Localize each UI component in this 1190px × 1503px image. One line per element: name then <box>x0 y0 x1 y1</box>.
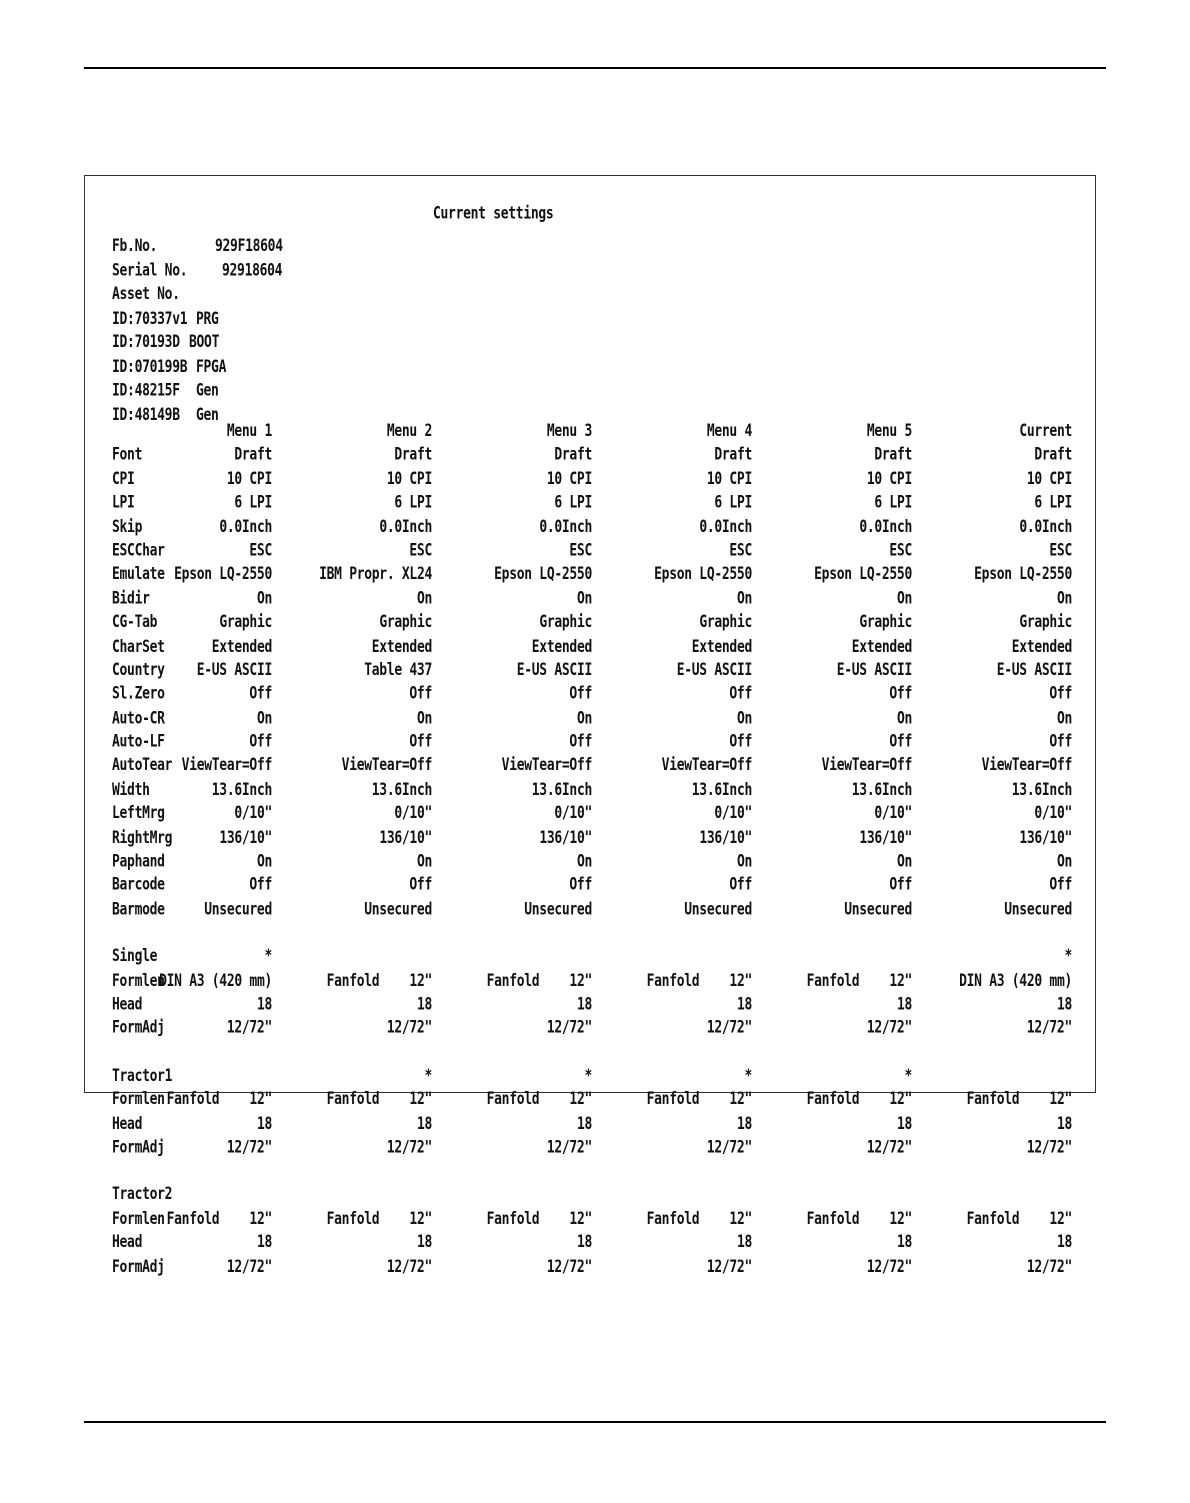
setting-value: 10 CPI <box>386 469 432 490</box>
setting-value: Epson LQ-2550 <box>494 565 592 585</box>
footer-rule <box>84 1421 1106 1423</box>
setting-value: E-US ASCII <box>996 660 1072 681</box>
setting-value: 0.0Inch <box>859 517 912 537</box>
setting-value: 136/10" <box>859 828 912 848</box>
setting-value: Graphic <box>219 612 272 633</box>
setting-value: Fanfold 12" <box>166 1209 272 1229</box>
setting-value: Extended <box>371 636 432 657</box>
setting-value: * <box>584 1066 592 1086</box>
setting-value: Draft <box>394 445 432 466</box>
setting-value: ESC <box>729 541 752 561</box>
setting-value: 12/72" <box>546 1018 592 1039</box>
setting-value: 12/72" <box>866 1018 912 1039</box>
setting-value: * <box>424 1066 432 1086</box>
setting-label: Auto-CR <box>112 708 165 729</box>
setting-value: On <box>1056 852 1072 872</box>
setting-value: Fanfold 12" <box>806 1090 912 1110</box>
setting-value: 18 <box>896 994 912 1015</box>
setting-value: Off <box>249 684 272 705</box>
setting-value: Unsecured <box>684 899 752 920</box>
setting-value: 10 CPI <box>1026 469 1072 490</box>
setting-value: E-US ASCII <box>196 660 272 681</box>
setting-value: On <box>416 708 432 729</box>
setting-value: Fanfold 12" <box>326 1090 432 1110</box>
setting-value: Graphic <box>539 612 592 633</box>
setting-value: 0/10" <box>554 804 592 824</box>
setting-label: Head <box>112 1114 143 1134</box>
setting-value: 6 LPI <box>874 493 912 513</box>
setting-value: 18 <box>256 994 272 1015</box>
setting-value: 0.0Inch <box>219 517 272 537</box>
setting-value: Off <box>889 875 912 896</box>
setting-value: 18 <box>256 1233 272 1253</box>
setting-value: 136/10" <box>699 828 752 848</box>
setting-value: Fanfold 12" <box>966 1209 1072 1229</box>
info-label: ID:070199B <box>112 356 188 377</box>
setting-value: Extended <box>691 636 752 657</box>
setting-value: 13.6Inch <box>531 780 592 800</box>
setting-value: Draft <box>714 445 752 466</box>
setting-value: * <box>904 1066 912 1086</box>
setting-value: 12/72" <box>1026 1018 1072 1039</box>
setting-value: 18 <box>576 1114 592 1134</box>
setting-value: On <box>896 589 912 609</box>
setting-label: Paphand <box>112 852 165 872</box>
info-label: Serial No. <box>112 260 188 281</box>
setting-value: Off <box>569 732 592 753</box>
setting-value: Draft <box>874 445 912 466</box>
setting-value: On <box>896 708 912 729</box>
setting-value: ViewTear=Off <box>661 756 752 776</box>
setting-value: Off <box>729 684 752 705</box>
setting-value: 18 <box>416 994 432 1015</box>
setting-value: 18 <box>1056 994 1072 1015</box>
setting-value: Fanfold 12" <box>166 1090 272 1110</box>
setting-value: Off <box>889 732 912 753</box>
setting-value: On <box>576 852 592 872</box>
settings-printout <box>84 175 1096 1277</box>
setting-value: 10 CPI <box>546 469 592 490</box>
setting-value: Draft <box>554 445 592 466</box>
setting-value: 12/72" <box>706 1137 752 1158</box>
setting-value: Unsecured <box>1004 899 1072 920</box>
setting-value: ViewTear=Off <box>981 756 1072 776</box>
setting-value: 12/72" <box>386 1137 432 1158</box>
setting-value: * <box>1064 947 1072 967</box>
setting-value: * <box>264 947 272 967</box>
setting-value: Unsecured <box>844 899 912 920</box>
setting-label: Auto-LF <box>112 732 165 753</box>
setting-value: Table 437 <box>364 660 432 681</box>
setting-label: CPI <box>112 469 135 490</box>
setting-label: Font <box>112 445 143 466</box>
setting-value: Fanfold 12" <box>326 971 432 991</box>
setting-value: 0.0Inch <box>539 517 592 537</box>
setting-label: Width <box>112 780 150 800</box>
setting-label: Formlen <box>112 1209 165 1229</box>
setting-value: Fanfold 12" <box>486 1090 592 1110</box>
setting-value: 13.6Inch <box>211 780 272 800</box>
setting-value: Extended <box>211 636 272 657</box>
setting-value: 0/10" <box>874 804 912 824</box>
setting-label: Bidir <box>112 589 150 609</box>
setting-value: 18 <box>576 994 592 1015</box>
setting-value: 10 CPI <box>866 469 912 490</box>
setting-value: Epson LQ-2550 <box>654 565 752 585</box>
setting-value: ESC <box>409 541 432 561</box>
setting-value: 6 LPI <box>714 493 752 513</box>
setting-value: 6 LPI <box>394 493 432 513</box>
setting-value: Fanfold 12" <box>646 1209 752 1229</box>
setting-value: 12/72" <box>866 1256 912 1277</box>
setting-value: On <box>576 589 592 609</box>
info-value: PRG <box>196 308 219 329</box>
setting-value: E-US ASCII <box>836 660 912 681</box>
setting-value: On <box>1056 589 1072 609</box>
setting-value: 12/72" <box>226 1256 272 1277</box>
setting-value: Off <box>569 875 592 896</box>
setting-value: 18 <box>736 994 752 1015</box>
setting-value: 6 LPI <box>1034 493 1072 513</box>
info-value: FPGA <box>196 356 227 377</box>
setting-value: 18 <box>896 1114 912 1134</box>
info-label: ID:70337v1 <box>112 308 188 329</box>
setting-value: 0/10" <box>714 804 752 824</box>
setting-value: 12/72" <box>226 1137 272 1158</box>
setting-value: ESC <box>569 541 592 561</box>
setting-value: 12/72" <box>546 1137 592 1158</box>
info-label: ID:48215F <box>112 381 180 401</box>
setting-value: 12/72" <box>706 1018 752 1039</box>
setting-value: 10 CPI <box>706 469 752 490</box>
setting-value: 136/10" <box>539 828 592 848</box>
setting-value: Current <box>1019 421 1072 442</box>
printout-title: Current settings <box>433 204 554 224</box>
setting-label: Head <box>112 994 143 1015</box>
setting-value: 12/72" <box>546 1256 592 1277</box>
setting-value: On <box>416 589 432 609</box>
setting-label: FormAdj <box>112 1256 165 1277</box>
setting-value: Menu 5 <box>866 421 912 442</box>
setting-value: On <box>256 852 272 872</box>
info-value: 92918604 <box>222 260 283 281</box>
setting-value: 0.0Inch <box>1019 517 1072 537</box>
setting-value: Graphic <box>1019 612 1072 633</box>
setting-value: 6 LPI <box>234 493 272 513</box>
setting-value: Off <box>1049 684 1072 705</box>
setting-value: Extended <box>851 636 912 657</box>
setting-value: 0/10" <box>234 804 272 824</box>
setting-value: 6 LPI <box>554 493 592 513</box>
setting-value: Menu 3 <box>546 421 592 442</box>
setting-value: DIN A3 (420 mm) <box>159 971 272 991</box>
setting-value: Epson LQ-2550 <box>174 565 272 585</box>
setting-value: 12/72" <box>226 1018 272 1039</box>
setting-value: Menu 2 <box>386 421 432 442</box>
setting-value: Draft <box>1034 445 1072 466</box>
setting-label: Tractor1 <box>112 1066 173 1086</box>
setting-value: 13.6Inch <box>691 780 752 800</box>
setting-label: Barcode <box>112 875 165 896</box>
header-rule <box>84 67 1106 69</box>
setting-label: Sl.Zero <box>112 684 165 705</box>
setting-value: On <box>256 589 272 609</box>
setting-value: Extended <box>531 636 592 657</box>
setting-value: IBM Propr. XL24 <box>319 565 432 585</box>
setting-value: On <box>736 589 752 609</box>
setting-value: 18 <box>736 1233 752 1253</box>
setting-value: 12/72" <box>1026 1256 1072 1277</box>
setting-value: 0.0Inch <box>379 517 432 537</box>
setting-value: On <box>416 852 432 872</box>
setting-value: Off <box>409 875 432 896</box>
setting-value: 13.6Inch <box>1011 780 1072 800</box>
setting-value: On <box>736 708 752 729</box>
setting-value: Off <box>1049 875 1072 896</box>
info-label: Asset No. <box>112 284 180 305</box>
setting-value: 12/72" <box>706 1256 752 1277</box>
setting-value: Graphic <box>379 612 432 633</box>
setting-value: Fanfold 12" <box>966 1090 1072 1110</box>
setting-value: 136/10" <box>219 828 272 848</box>
setting-value: On <box>576 708 592 729</box>
setting-value: Epson LQ-2550 <box>974 565 1072 585</box>
setting-value: 136/10" <box>1019 828 1072 848</box>
setting-value: ViewTear=Off <box>501 756 592 776</box>
setting-value: ESC <box>1049 541 1072 561</box>
setting-value: Off <box>249 732 272 753</box>
setting-label: Country <box>112 660 165 681</box>
info-value: BOOT <box>189 332 220 353</box>
setting-value: 13.6Inch <box>851 780 912 800</box>
setting-value: Fanfold 12" <box>486 971 592 991</box>
setting-value: 18 <box>736 1114 752 1134</box>
setting-value: ESC <box>249 541 272 561</box>
setting-label: Skip <box>112 517 143 537</box>
setting-value: Fanfold 12" <box>806 971 912 991</box>
setting-value: 0/10" <box>1034 804 1072 824</box>
setting-value: 18 <box>896 1233 912 1253</box>
setting-value: Off <box>1049 732 1072 753</box>
setting-value: 12/72" <box>386 1256 432 1277</box>
setting-value: 13.6Inch <box>371 780 432 800</box>
setting-value: Fanfold 12" <box>646 971 752 991</box>
setting-value: On <box>256 708 272 729</box>
setting-value: 0/10" <box>394 804 432 824</box>
setting-value: DIN A3 (420 mm) <box>959 971 1072 991</box>
setting-value: ViewTear=Off <box>181 756 272 776</box>
setting-value: 18 <box>416 1233 432 1253</box>
setting-value: On <box>896 852 912 872</box>
setting-value: 12/72" <box>866 1137 912 1158</box>
info-label: ID:70193D <box>112 332 180 353</box>
setting-value: 136/10" <box>379 828 432 848</box>
info-label: ID:48149B <box>112 405 180 425</box>
setting-value: Epson LQ-2550 <box>814 565 912 585</box>
setting-label: AutoTear <box>112 756 173 776</box>
setting-value: ViewTear=Off <box>341 756 432 776</box>
setting-label: Tractor2 <box>112 1185 173 1205</box>
setting-value: E-US ASCII <box>516 660 592 681</box>
setting-value: Off <box>729 732 752 753</box>
setting-value: Off <box>729 875 752 896</box>
setting-value: Menu 1 <box>226 421 272 442</box>
setting-value: On <box>736 852 752 872</box>
setting-label: LPI <box>112 493 135 513</box>
setting-value: Fanfold 12" <box>486 1209 592 1229</box>
setting-value: Off <box>409 684 432 705</box>
setting-value: Unsecured <box>204 899 272 920</box>
setting-value: Off <box>889 684 912 705</box>
info-value: 929F18604 <box>215 236 283 257</box>
setting-value: 18 <box>576 1233 592 1253</box>
setting-value: Off <box>249 875 272 896</box>
setting-label: Head <box>112 1233 143 1253</box>
setting-value: Fanfold 12" <box>326 1209 432 1229</box>
setting-label: Formlen <box>112 971 165 991</box>
setting-value: Fanfold 12" <box>806 1209 912 1229</box>
setting-value: Unsecured <box>364 899 432 920</box>
setting-value: Graphic <box>699 612 752 633</box>
setting-value: Unsecured <box>524 899 592 920</box>
setting-value: Off <box>569 684 592 705</box>
setting-label: CG-Tab <box>112 612 158 633</box>
setting-label: LeftMrg <box>112 804 165 824</box>
setting-value: Fanfold 12" <box>646 1090 752 1110</box>
setting-value: 18 <box>256 1114 272 1134</box>
setting-value: 12/72" <box>1026 1137 1072 1158</box>
setting-label: FormAdj <box>112 1137 165 1158</box>
info-label: Fb.No. <box>112 236 158 257</box>
info-value: Gen <box>196 381 219 401</box>
setting-value: ESC <box>889 541 912 561</box>
setting-value: On <box>1056 708 1072 729</box>
setting-value: Draft <box>234 445 272 466</box>
setting-label: Barmode <box>112 899 165 920</box>
setting-label: Single <box>112 947 158 967</box>
setting-value: 0.0Inch <box>699 517 752 537</box>
setting-value: Extended <box>1011 636 1072 657</box>
setting-label: FormAdj <box>112 1018 165 1039</box>
setting-value: 18 <box>1056 1233 1072 1253</box>
info-value: Gen <box>196 405 219 425</box>
setting-value: Menu 4 <box>706 421 752 442</box>
setting-label: RightMrg <box>112 828 173 848</box>
setting-value: Off <box>409 732 432 753</box>
setting-value: 18 <box>1056 1114 1072 1134</box>
setting-value: * <box>744 1066 752 1086</box>
setting-value: 10 CPI <box>226 469 272 490</box>
setting-value: ViewTear=Off <box>821 756 912 776</box>
setting-value: 18 <box>416 1114 432 1134</box>
setting-label: CharSet <box>112 636 165 657</box>
setting-value: E-US ASCII <box>676 660 752 681</box>
setting-label: ESCChar <box>112 541 165 561</box>
setting-label: Formlen <box>112 1090 165 1110</box>
setting-label: Emulate <box>112 565 165 585</box>
setting-value: 12/72" <box>386 1018 432 1039</box>
setting-value: Graphic <box>859 612 912 633</box>
